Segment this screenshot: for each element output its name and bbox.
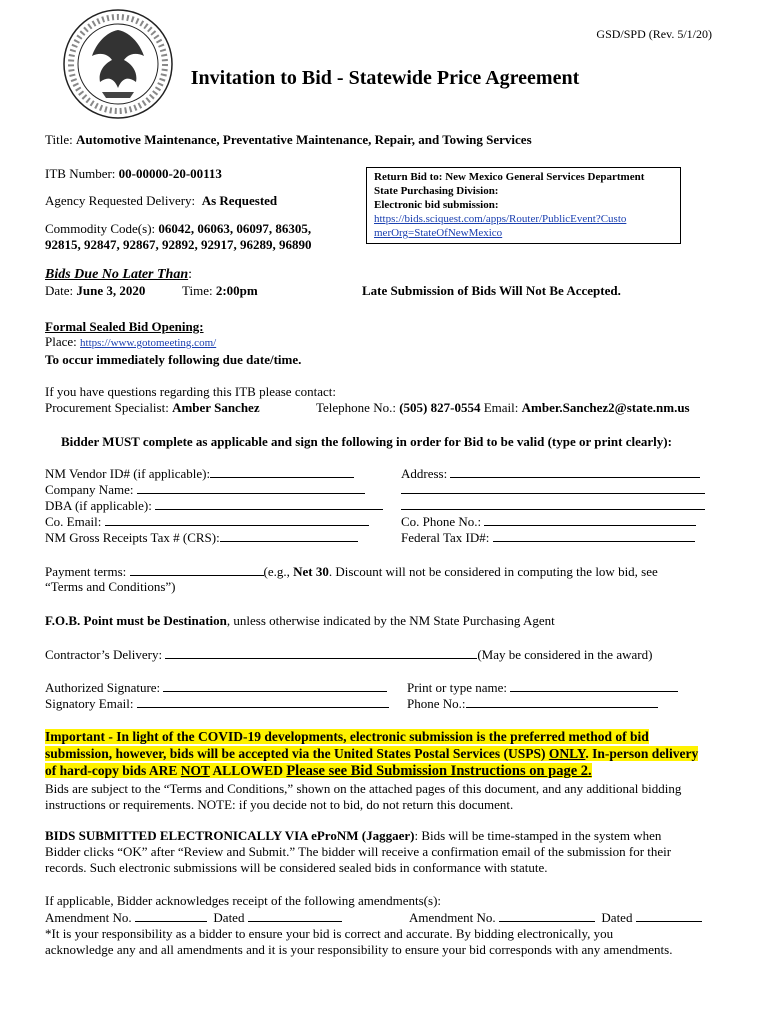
federal-tax-id-field[interactable]: Federal Tax ID#: — [401, 529, 695, 546]
itb-title-line: Title: Automotive Maintenance, Preventative Maintenance, Repair, and Towing Services — [45, 132, 532, 147]
address-line2-field[interactable] — [401, 481, 705, 498]
address-line3-field[interactable] — [401, 497, 705, 514]
fob-point: F.O.B. Point must be Destination, unless otherwise indicated by the NM State Purchasing Agent — [45, 613, 555, 628]
electronic-submission-paragraph: BIDS SUBMITTED ELECTRONICALLY VIA eProNM (Jaggaer): Bids will be time-stamped in the system when Bidder clicks “OK” after “Review and Submit.” The bidder will receive a confirmation email of the submission for their records. Such electronic submissions will be considered sealed bids in conformance with statute. — [45, 828, 672, 875]
signatory-email-field[interactable]: Signatory Email: — [45, 695, 389, 712]
bid-opening-note: To occur immediately following due date/time. — [45, 352, 302, 367]
authorized-signature-field[interactable]: Authorized Signature: — [45, 679, 387, 696]
payment-terms[interactable]: Payment terms: (e.g., Net 30. Discount will not be considered in computing the low bid, see — [45, 564, 658, 579]
responsibility-note: *It is your responsibility as a bidder to ensure your bid is correct and accurate. By bidding electronically, you acknowledge any and all amendments and it is your responsibility to ensure your bid corresponds with any amendments. — [45, 926, 673, 957]
contact-intro: If you have questions regarding this ITB please contact: — [45, 384, 336, 399]
commodity-codes: Commodity Code(s): 06042, 06063, 06097, 86305, 92815, 92847, 92867, 92892, 92917, 96289, 96890 — [45, 221, 312, 252]
signatory-phone-field[interactable]: Phone No.: — [407, 695, 658, 712]
vendor-id-field[interactable]: NM Vendor ID# (if applicable): — [45, 465, 375, 482]
bid-submission-link[interactable]: https://bids.sciquest.com/apps/Router/PublicEvent?Custo merOrg=StateOfNewMexico — [374, 213, 627, 239]
address-field[interactable]: Address: — [401, 465, 700, 482]
contractor-delivery-field[interactable]: Contractor’s Delivery: (May be considered in the award) — [45, 647, 653, 662]
due-time-line: Time: 2:00pm — [182, 283, 258, 298]
amendment-field-1[interactable]: Amendment No. Dated — [45, 909, 342, 926]
due-heading: Bids Due No Later Than: — [45, 267, 193, 282]
company-email-field[interactable]: Co. Email: — [45, 513, 369, 530]
bid-opening-heading: Formal Sealed Bid Opening: — [45, 319, 204, 334]
amendment-field-2[interactable]: Amendment No. Dated — [409, 909, 702, 926]
page-title: Invitation to Bid - Statewide Price Agreement — [190, 67, 580, 89]
company-name-field[interactable]: Company Name: — [45, 481, 365, 498]
payment-terms-line2: “Terms and Conditions”) — [45, 579, 176, 594]
print-name-field[interactable]: Print or type name: — [407, 679, 678, 696]
agency-delivery-line: Agency Requested Delivery: As Requested — [45, 193, 278, 208]
company-phone-field[interactable]: Co. Phone No.: — [401, 513, 696, 530]
due-date-line: Date: June 3, 2020 — [45, 283, 146, 298]
gotomeeting-link[interactable]: https://www.gotomeeting.com/ — [80, 337, 217, 349]
late-notice: Late Submission of Bids Will Not Be Accepted. — [362, 283, 621, 298]
terms-subject-paragraph: Bids are subject to the “Terms and Conditions,” shown on the attached pages of this document, and any additional bidding instructions or requirements. NOTE: if you decide not to bid, do not return this document. — [45, 781, 682, 812]
amendments-intro: If applicable, Bidder acknowledges receipt of the following amendments(s): — [45, 893, 442, 908]
itb-number-line: ITB Number: 00-00000-20-00113 — [45, 166, 222, 181]
revision-label: GSD/SPD (Rev. 5/1/20) — [596, 27, 712, 41]
bidder-instruction: Bidder MUST complete as applicable and sign the following in order for Bid to be valid (type or print clearly): — [61, 434, 672, 449]
bid-opening-place: Place: https://www.gotomeeting.com/ — [45, 334, 217, 349]
crs-field[interactable]: NM Gross Receipts Tax # (CRS): — [45, 529, 358, 546]
important-notice: Important - In light of the COVID-19 developments, electronic submission is the preferred method of bid submission, however, bids will be accepted via the United States Postal Services (USPS) ONLY. In-person delivery of hard-copy bids ARE NOT ALLOWED Please see Bid Submission Instructions on page 2. — [45, 729, 699, 779]
contact-phone-email: Telephone No.: (505) 827-0554 Email: Amber.Sanchez2@state.nm.us — [316, 400, 690, 415]
state-seal-logo — [62, 8, 174, 120]
return-bid-box: Return Bid to: New Mexico General Services Department State Purchasing Division: Electronic bid submission: https://bids.sciquest.com/apps/Router/PublicEvent?Custo merOrg=StateOfNewMexico — [366, 167, 681, 244]
procurement-specialist: Procurement Specialist: Amber Sanchez — [45, 400, 260, 415]
dba-field[interactable]: DBA (if applicable): — [45, 497, 383, 514]
